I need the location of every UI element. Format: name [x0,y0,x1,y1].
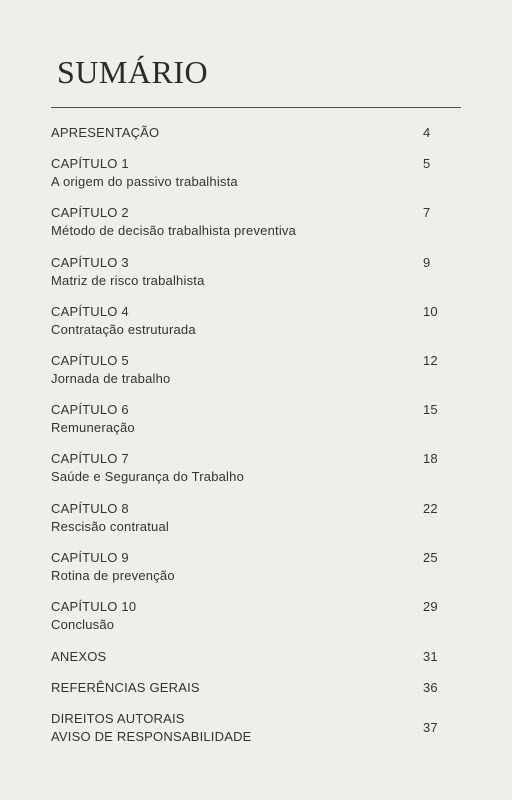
toc-entry-capitulo-3[interactable] [51,254,461,290]
toc-page-number: 4 [423,125,431,140]
toc-entry-subtitle: Rescisão contratual [51,519,169,534]
toc-page-number: 9 [423,255,431,270]
toc-entry-label: APRESENTAÇÃO [51,125,160,140]
toc-page-number: 31 [423,649,438,664]
toc-entry-label: CAPÍTULO 10 [51,599,137,614]
toc-entry-apresentacao[interactable] [51,124,461,142]
toc-entry-subtitle: AVISO DE RESPONSABILIDADE [51,729,252,744]
toc-entry-direitos-autorais[interactable] [51,710,461,746]
toc-entry-label: CAPÍTULO 5 [51,353,129,368]
toc-entry-capitulo-9[interactable] [51,549,461,585]
toc-entry-label: CAPÍTULO 9 [51,550,129,565]
toc-entry-capitulo-10[interactable] [51,598,461,634]
toc-entry-label: CAPÍTULO 6 [51,402,129,417]
toc-entry-referencias[interactable] [51,679,461,697]
toc-entry-label: CAPÍTULO 7 [51,451,129,466]
toc-page-number: 15 [423,402,438,417]
toc-page-number: 5 [423,156,431,171]
toc-entry-subtitle: Rotina de prevenção [51,568,175,583]
page-title: SUMÁRIO [57,54,209,90]
toc-entry-subtitle: Remuneração [51,420,135,435]
toc-entry-capitulo-4[interactable] [51,303,461,339]
toc-entry-subtitle: Conclusão [51,617,115,632]
toc-entry-subtitle: Saúde e Segurança do Trabalho [51,469,244,484]
toc-page-number: 25 [423,550,438,565]
toc-entry-capitulo-6[interactable] [51,401,461,437]
toc-entry-subtitle: Contratação estruturada [51,322,196,337]
toc-page-number: 12 [423,353,438,368]
toc-entry-anexos[interactable] [51,648,461,666]
toc-page-number: 37 [423,720,438,735]
toc-entry-label: DIREITOS AUTORAIS [51,711,185,726]
table-of-contents [51,0,461,800]
toc-entry-capitulo-1[interactable] [51,155,461,191]
toc-entry-subtitle: Matriz de risco trabalhista [51,273,205,288]
toc-entry-subtitle: Jornada de trabalho [51,371,171,386]
toc-entry-label: CAPÍTULO 8 [51,501,129,516]
toc-page-number: 36 [423,680,438,695]
toc-page-number: 29 [423,599,438,614]
toc-page-number: 22 [423,501,438,516]
toc-page-number: 7 [423,205,431,220]
toc-entry-label: REFERÊNCIAS GERAIS [51,680,200,695]
toc-entry-subtitle: A origem do passivo trabalhista [51,174,238,189]
toc-entry-label: CAPÍTULO 1 [51,156,129,171]
toc-entry-label: CAPÍTULO 4 [51,304,129,319]
toc-page-number: 18 [423,451,438,466]
toc-entry-capitulo-8[interactable] [51,500,461,536]
toc-entry-capitulo-7[interactable] [51,450,461,486]
toc-entry-label: CAPÍTULO 3 [51,255,129,270]
toc-entry-label: CAPÍTULO 2 [51,205,129,220]
toc-entry-label: ANEXOS [51,649,107,664]
toc-entry-subtitle: Método de decisão trabalhista preventiva [51,223,297,238]
toc-entry-capitulo-5[interactable] [51,352,461,388]
toc-page-number: 10 [423,304,438,319]
toc-entry-capitulo-2[interactable] [51,204,461,240]
